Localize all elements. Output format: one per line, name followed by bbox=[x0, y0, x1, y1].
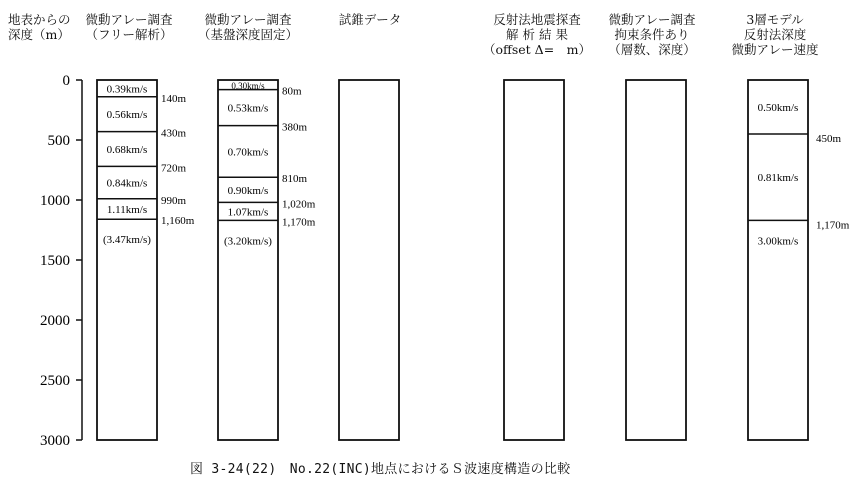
layer-velocity-label: 0.90km/s bbox=[227, 184, 269, 197]
column-header-line: （フリー解析） bbox=[85, 27, 173, 42]
boundary-depth-label: 80m bbox=[282, 85, 302, 98]
figure-caption: 図 3-24(22) No.22(INC)地点におけるＳ波速度構造の比較 bbox=[190, 462, 571, 477]
column-header-line: 試錐データ bbox=[338, 12, 402, 27]
boundary-depth-label: 1,170m bbox=[816, 219, 850, 232]
layer-velocity-label: 0.39km/s bbox=[106, 83, 148, 96]
boundary-depth-label: 810m bbox=[282, 173, 308, 186]
column-header-line: 反射法地震探査 bbox=[493, 12, 581, 27]
column-box bbox=[504, 80, 564, 440]
depth-tick-label: 500 bbox=[47, 133, 70, 149]
column-header-line: （層数、深度） bbox=[608, 42, 696, 57]
depth-tick-label: 0 bbox=[62, 73, 70, 89]
layer-velocity-label: 3.00km/s bbox=[757, 235, 799, 248]
boundary-depth-label: 1,020m bbox=[282, 198, 316, 211]
layer-velocity-label: 0.84km/s bbox=[106, 177, 148, 190]
column-header-line: 解 析 結 果 bbox=[506, 27, 568, 42]
column-header-line: （offset Δ= m） bbox=[482, 42, 592, 57]
layer-velocity-label: 1.11km/s bbox=[106, 204, 148, 216]
layer-velocity-label: 0.53km/s bbox=[227, 102, 269, 115]
depth-tick-label: 1000 bbox=[40, 193, 70, 209]
layer-velocity-label: 1.07km/s bbox=[227, 206, 269, 219]
column-header-line: 微動アレー調査 bbox=[85, 12, 173, 27]
boundary-depth-label: 1,160m bbox=[161, 215, 195, 228]
layer-velocity-label: 0.68km/s bbox=[106, 144, 148, 156]
depth-tick-label: 3000 bbox=[40, 433, 70, 449]
layer-velocity-label: 0.81km/s bbox=[757, 172, 799, 185]
depth-tick-label: 1500 bbox=[40, 253, 70, 269]
column-box bbox=[626, 80, 686, 440]
column-header-line: 微動アレー速度 bbox=[731, 42, 819, 57]
boundary-depth-label: 140m bbox=[161, 92, 187, 105]
column-header-line: 微動アレー調査 bbox=[608, 12, 696, 27]
column-box bbox=[218, 80, 278, 440]
column-header-line: 反射法深度 bbox=[743, 27, 807, 42]
boundary-depth-label: 450m bbox=[816, 133, 842, 145]
layer-velocity-label: 0.50km/s bbox=[757, 102, 799, 114]
layer-velocity-label: 0.56km/s bbox=[106, 109, 148, 122]
boundary-depth-label: 720m bbox=[161, 162, 187, 175]
axis-title-line-1: 地表からの bbox=[8, 12, 71, 27]
column-header-line: （基盤深度固定） bbox=[197, 27, 298, 42]
axis-title-line-2: 深度（m） bbox=[8, 27, 70, 42]
column-header-line: 拘束条件あり bbox=[614, 27, 690, 42]
depth-tick-label: 2500 bbox=[40, 373, 70, 389]
boundary-depth-label: 430m bbox=[161, 127, 187, 140]
boundary-depth-label: 1,170m bbox=[282, 216, 316, 229]
boundary-depth-label: 990m bbox=[161, 194, 187, 207]
column-box bbox=[97, 80, 157, 440]
layer-velocity-label: 0.30km/s bbox=[231, 80, 265, 91]
layer-velocity-label: 0.70km/s bbox=[227, 146, 269, 159]
column-box bbox=[339, 80, 399, 440]
layer-velocity-label: (3.20km/s) bbox=[224, 235, 272, 248]
depth-tick-label: 2000 bbox=[40, 313, 70, 329]
layer-velocity-label: (3.47km/s) bbox=[103, 234, 151, 247]
column-header-line: 3層モデル bbox=[746, 12, 804, 27]
column-header-line: 微動アレー調査 bbox=[204, 12, 292, 27]
boundary-depth-label: 380m bbox=[282, 121, 308, 134]
